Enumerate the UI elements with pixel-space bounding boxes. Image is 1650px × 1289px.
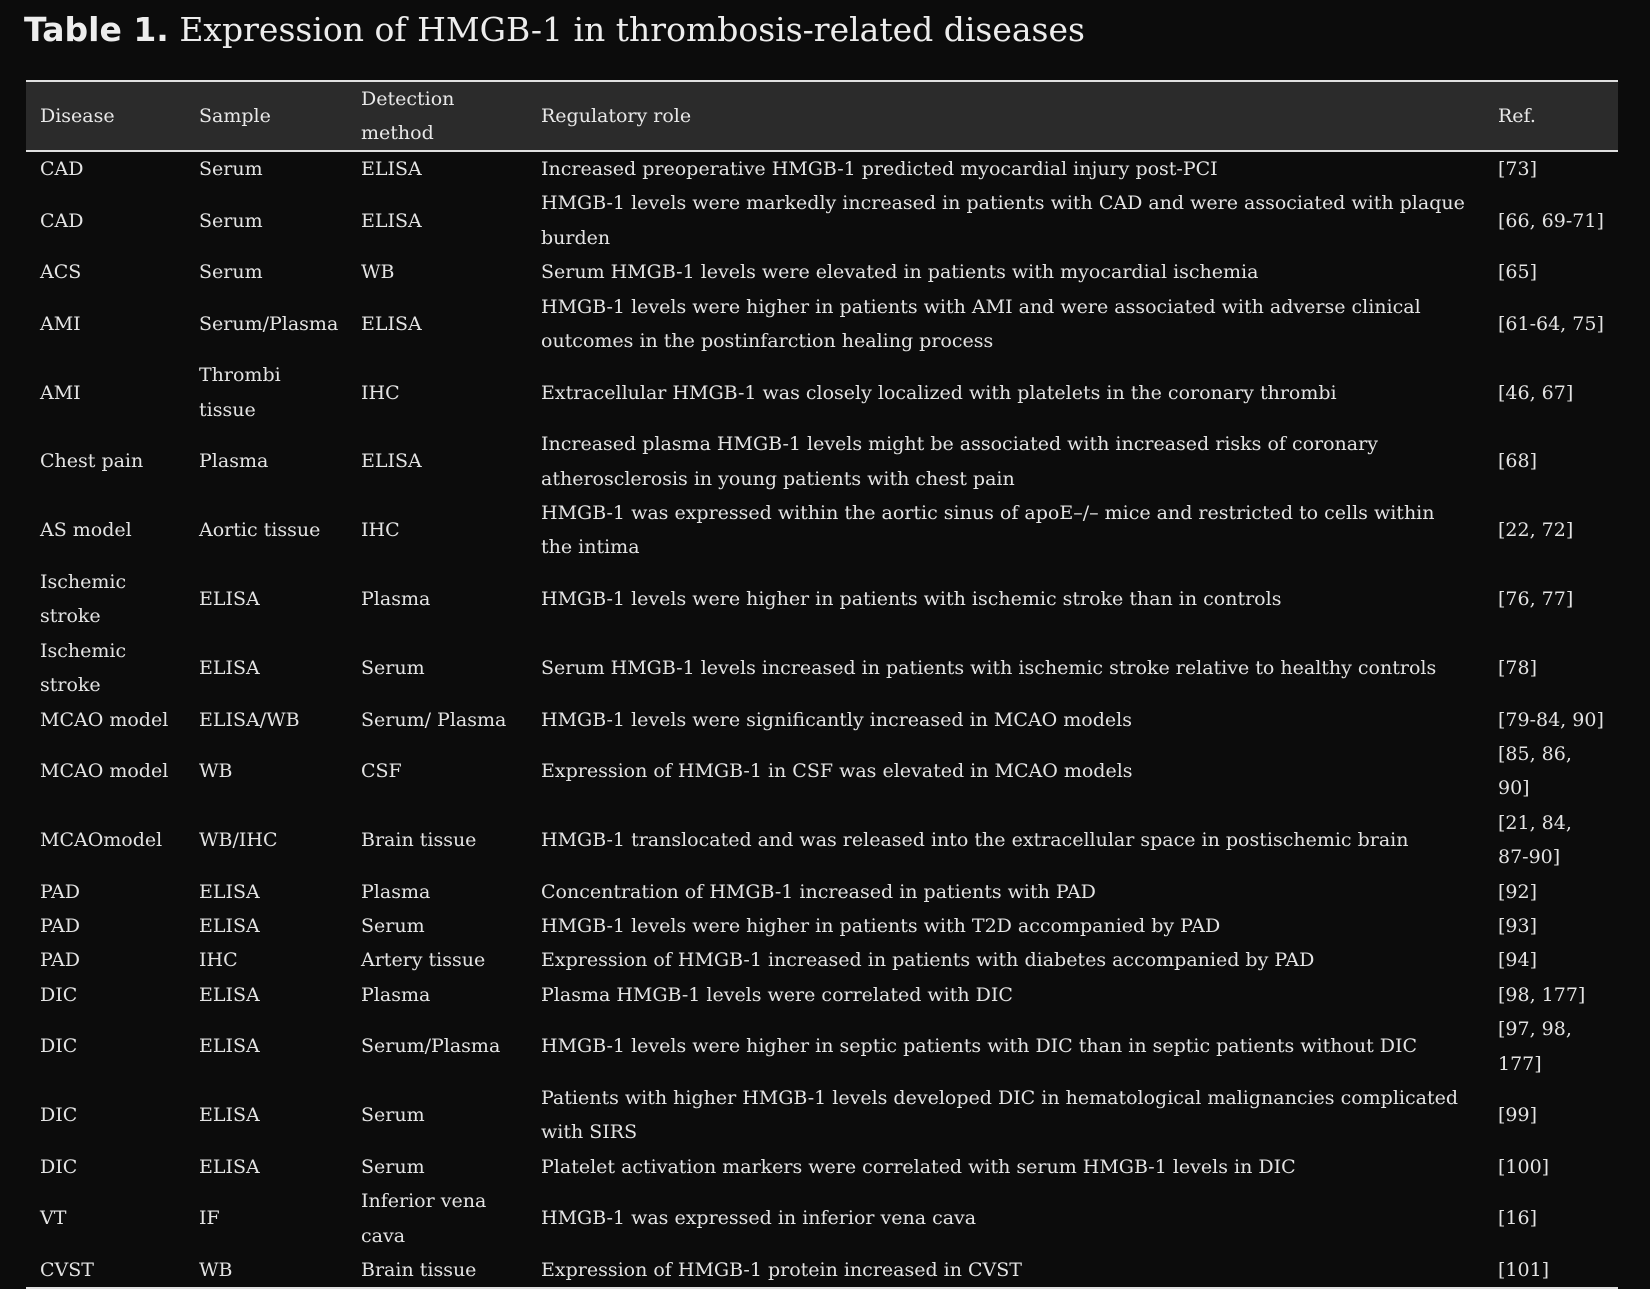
cell-ref: [101] <box>1498 1259 1550 1281</box>
cell-disease: CAD <box>40 158 84 180</box>
cell-sample: WB <box>199 760 233 783</box>
table-row <box>26 186 1618 255</box>
cell-sample: ELISA <box>199 588 260 611</box>
hmgb1-table <box>26 80 1618 1289</box>
cell-detection-method: ELISA <box>361 312 422 335</box>
cell-sample: ELISA <box>199 1035 260 1058</box>
cell-ref: [97, 98, 177] <box>1498 1018 1572 1075</box>
cell-sample: Serum <box>199 158 263 180</box>
table-row <box>26 151 1618 186</box>
table-row <box>26 1253 1618 1288</box>
cell-detection-method: Serum/Plasma <box>361 1035 501 1058</box>
cell-disease: AS model <box>40 519 132 542</box>
table-row <box>26 875 1618 909</box>
cell-disease: Ischemic stroke <box>40 639 127 697</box>
cell-disease: PAD <box>40 949 80 972</box>
cell-sample: ELISA <box>199 1155 260 1178</box>
cell-regulatory-role: HMGB-1 levels were higher in patients with ischemic stroke than in controls <box>541 588 1282 611</box>
table-row <box>26 634 1618 703</box>
cell-sample: IF <box>199 1207 220 1230</box>
cell-regulatory-role: Plasma HMGB-1 levels were correlated with DIC <box>541 983 1013 1006</box>
cell-disease: CVST <box>40 1259 94 1281</box>
cell-regulatory-role: HMGB-1 levels were markedly increased in patients with CAD and were associated with plaque burden <box>541 192 1465 249</box>
cell-detection-method: Serum <box>361 1155 425 1178</box>
cell-ref: [79-84, 90] <box>1498 708 1604 731</box>
cell-detection-method: Serum <box>361 1104 425 1127</box>
cell-sample: ELISA <box>199 880 260 903</box>
table-row <box>26 427 1618 496</box>
cell-regulatory-role: Serum HMGB-1 levels were elevated in patients with myocardial ischemia <box>541 261 1259 284</box>
table-row <box>26 737 1618 806</box>
cell-disease: MCAO model <box>40 760 169 783</box>
cell-disease: PAD <box>40 914 80 937</box>
cell-detection-method: Serum/ Plasma <box>361 708 507 731</box>
cell-sample: Aortic tissue <box>199 519 321 542</box>
cell-disease: ACS <box>40 261 82 284</box>
cell-detection-method: IHC <box>361 381 400 404</box>
cell-detection-method: Brain tissue <box>361 828 477 851</box>
cell-regulatory-role: Serum HMGB-1 levels increased in patients with ischemic stroke relative to healthy controls <box>541 656 1437 679</box>
cell-detection-method: Serum <box>361 914 425 937</box>
table-row <box>26 806 1618 875</box>
cell-disease: DIC <box>40 1104 78 1127</box>
cell-detection-method: Plasma <box>361 880 431 903</box>
table-row <box>26 1184 1618 1253</box>
cell-ref: [99] <box>1498 1104 1538 1127</box>
cell-ref: [65] <box>1498 261 1538 284</box>
cell-disease: DIC <box>40 1035 78 1058</box>
cell-ref: [66, 69-71] <box>1498 209 1604 232</box>
header-regulatory-role: Regulatory role <box>527 81 1484 151</box>
cell-regulatory-role: HMGB-1 translocated and was released into the extracellular space in postischemic brain <box>541 828 1409 851</box>
cell-ref: [46, 67] <box>1498 381 1574 404</box>
header-disease: Disease <box>26 81 185 151</box>
cell-detection-method: ELISA <box>361 158 422 180</box>
cell-regulatory-role: Platelet activation markers were correlated with serum HMGB-1 levels in DIC <box>541 1155 1296 1178</box>
cell-detection-method: WB <box>361 261 395 284</box>
cell-ref: [100] <box>1498 1155 1550 1178</box>
cell-regulatory-role: HMGB-1 levels were significantly increased in MCAO models <box>541 708 1132 731</box>
cell-ref: [68] <box>1498 450 1538 473</box>
table-header <box>26 81 1618 151</box>
header-row <box>26 81 1618 151</box>
table-row <box>26 1150 1618 1184</box>
cell-regulatory-role: HMGB-1 was expressed in inferior vena cava <box>541 1207 977 1230</box>
cell-ref: [21, 84, 87-90] <box>1498 811 1572 869</box>
cell-sample: ELISA/WB <box>199 708 300 731</box>
table-caption: Expression of HMGB-1 in thrombosis-related diseases <box>179 10 1085 49</box>
cell-ref: [61-64, 75] <box>1498 312 1604 335</box>
cell-ref: [85, 86, 90] <box>1498 742 1572 800</box>
table-row <box>26 943 1618 977</box>
cell-regulatory-role: Increased plasma HMGB-1 levels might be associated with increased risks of coronary atherosclerosis in young patients with chest pain <box>541 433 1378 490</box>
cell-disease: AMI <box>40 312 81 335</box>
table-label: Table 1. <box>24 10 169 49</box>
cell-sample: ELISA <box>199 914 260 937</box>
cell-ref: [78] <box>1498 656 1538 679</box>
table-row <box>26 1081 1618 1150</box>
table-row <box>26 255 1618 289</box>
cell-disease: DIC <box>40 983 78 1006</box>
cell-sample: ELISA <box>199 656 260 679</box>
table-row <box>26 358 1618 427</box>
cell-disease: Ischemic stroke <box>40 570 127 628</box>
table-title <box>24 10 1085 49</box>
cell-sample: Serum/Plasma <box>199 312 339 335</box>
cell-disease: CAD <box>40 209 84 232</box>
table-row <box>26 290 1618 359</box>
cell-detection-method: CSF <box>361 760 402 783</box>
cell-detection-method: IHC <box>361 519 400 542</box>
cell-disease: DIC <box>40 1155 78 1178</box>
cell-regulatory-role: HMGB-1 was expressed within the aortic sinus of apoE–/– mice and restricted to cells within the intima <box>541 502 1435 559</box>
cell-detection-method: Serum <box>361 656 425 679</box>
header-detection-method: Detection method <box>347 81 527 151</box>
cell-sample: IHC <box>199 949 238 972</box>
cell-disease: PAD <box>40 880 80 903</box>
table-body <box>26 151 1618 1288</box>
cell-ref: [16] <box>1498 1207 1538 1230</box>
cell-regulatory-role: Patients with higher HMGB-1 levels developed DIC in hematological malignancies complicated with SIRS <box>541 1086 1458 1144</box>
cell-detection-method: Artery tissue <box>361 949 486 972</box>
cell-regulatory-role: Expression of HMGB-1 in CSF was elevated in MCAO models <box>541 760 1133 783</box>
table-row <box>26 1012 1618 1081</box>
cell-sample: Thrombi tissue <box>199 364 281 421</box>
cell-detection-method: Plasma <box>361 588 431 611</box>
cell-regulatory-role: HMGB-1 levels were higher in septic patients with DIC than in septic patients without DIC <box>541 1035 1418 1058</box>
cell-sample: Plasma <box>199 450 269 473</box>
table-row <box>26 496 1618 565</box>
cell-ref: [93] <box>1498 914 1538 937</box>
cell-sample: WB <box>199 1259 233 1281</box>
cell-ref: [22, 72] <box>1498 519 1574 542</box>
cell-detection-method: Inferior vena cava <box>361 1190 487 1247</box>
cell-detection-method: Brain tissue <box>361 1259 477 1281</box>
cell-regulatory-role: HMGB-1 levels were higher in patients with T2D accompanied by PAD <box>541 914 1221 937</box>
cell-disease: MCAO model <box>40 708 169 731</box>
cell-detection-method: ELISA <box>361 209 422 232</box>
cell-ref: [92] <box>1498 880 1538 903</box>
header-sample: Sample <box>185 81 347 151</box>
cell-sample: Serum <box>199 209 263 232</box>
table-row <box>26 565 1618 634</box>
cell-regulatory-role: Expression of HMGB-1 increased in patients with diabetes accompanied by PAD <box>541 949 1315 972</box>
cell-disease: VT <box>40 1207 67 1230</box>
cell-disease: MCAOmodel <box>40 828 163 851</box>
cell-disease: Chest pain <box>40 450 144 473</box>
table-row <box>26 978 1618 1012</box>
cell-sample: ELISA <box>199 983 260 1006</box>
cell-ref: [94] <box>1498 949 1538 972</box>
cell-sample: WB/IHC <box>199 828 278 851</box>
cell-detection-method: ELISA <box>361 450 422 473</box>
cell-ref: [73] <box>1498 158 1538 180</box>
cell-sample: ELISA <box>199 1104 260 1127</box>
table-row <box>26 703 1618 737</box>
cell-regulatory-role: Expression of HMGB-1 protein increased in CVST <box>541 1259 1022 1281</box>
table-row <box>26 909 1618 943</box>
cell-detection-method: Plasma <box>361 983 431 1006</box>
cell-sample: Serum <box>199 261 263 284</box>
cell-regulatory-role: HMGB-1 levels were higher in patients with AMI and were associated with adverse clinical outcomes in the postinfarction healing process <box>541 295 1421 353</box>
cell-regulatory-role: Increased preoperative HMGB-1 predicted myocardial injury post-PCI <box>541 158 1218 180</box>
header-ref: Ref. <box>1484 81 1618 151</box>
cell-regulatory-role: Concentration of HMGB-1 increased in patients with PAD <box>541 880 1096 903</box>
cell-ref: [98, 177] <box>1498 983 1586 1006</box>
cell-ref: [76, 77] <box>1498 588 1574 611</box>
cell-regulatory-role: Extracellular HMGB-1 was closely localized with platelets in the coronary thrombi <box>541 381 1337 404</box>
cell-disease: AMI <box>40 381 81 404</box>
